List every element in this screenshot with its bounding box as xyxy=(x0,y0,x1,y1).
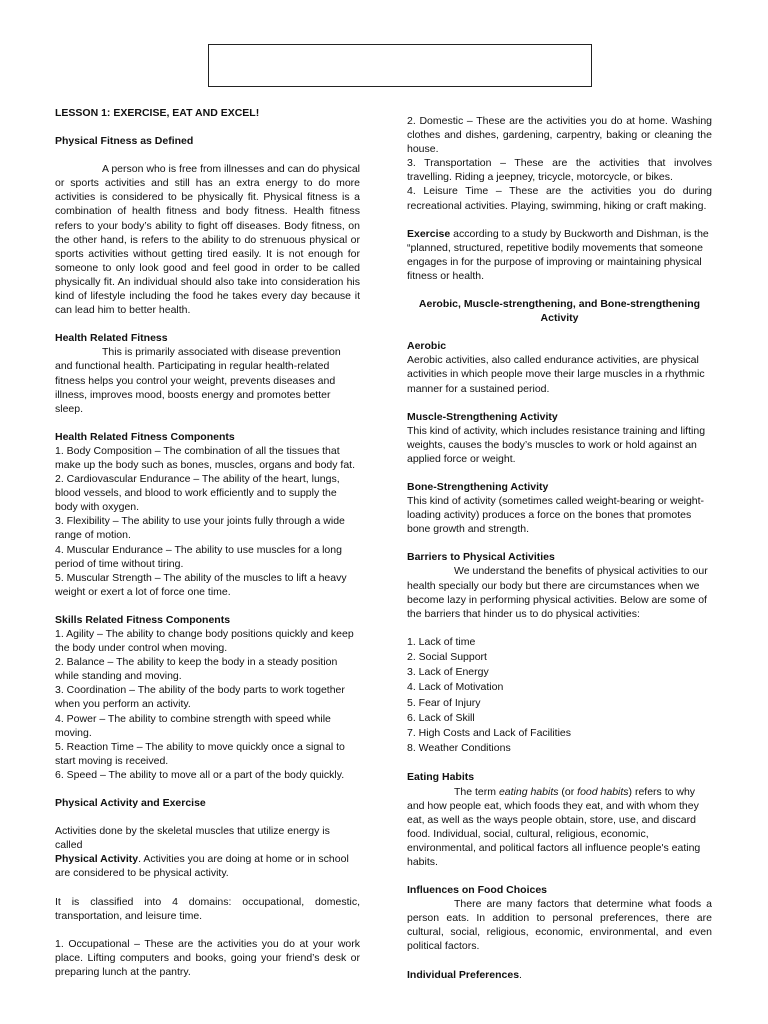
pae-line1: Activities done by the skeletal muscles that utilize energy is called xyxy=(55,825,330,852)
right-column xyxy=(407,114,712,982)
ambs-heading: Aerobic, Muscle-strengthening, and Bone-strengthening Activity xyxy=(418,298,701,325)
list-item: 1. Lack of time xyxy=(407,635,476,648)
list-item: 4. Lack of Motivation xyxy=(407,681,504,694)
list-item: 1. Body Composition – The combination of all the tissues that make up the body such as bones, muscles, organs and body fat. xyxy=(55,444,356,471)
bone-body: This kind of activity (sometimes called weight-bearing or weight-loading activity) produces a force on the bones that promotes bone growth and strength. xyxy=(407,495,705,536)
list-item: 3. Flexibility – The ability to use your joints fully through a wide range of motion. xyxy=(55,515,345,542)
list-item: 8. Weather Conditions xyxy=(407,742,511,755)
bone-heading: Bone-Strengthening Activity xyxy=(407,480,549,493)
individual-heading: Individual Preferences xyxy=(407,968,520,981)
hrf-heading: Health Related Fitness xyxy=(55,332,168,345)
list-item: 1. Agility – The ability to change body positions quickly and keep the body under control when moving. xyxy=(55,628,354,655)
list-item: 6. Speed – The ability to move all or a part of the body quickly. xyxy=(55,768,345,781)
list-item: 3. Transportation – These are the activities that involves travelling. Riding a jeepney, tricycle, motorcycle, or bikes. xyxy=(407,157,712,184)
list-item: 3. Lack of Energy xyxy=(407,666,489,679)
list-item: 2. Balance – The ability to keep the body in a steady position while standing and moving. xyxy=(55,656,338,683)
muscle-body: This kind of activity, which includes resistance training and lifting weights, causes the body’s muscles to work or hold against an applied force or weight. xyxy=(407,424,706,465)
pae-definition xyxy=(55,852,360,880)
aerobic-body: Aerobic activities, also called endurance activities, are physical activities in which people move their large muscles in a rhythmic manner for a sustained period. xyxy=(407,354,705,395)
lesson-title: LESSON 1: EXERCISE, EAT AND EXCEL! xyxy=(55,107,260,119)
occupational-item: 1. Occupational – These are the activities you do at your work place. Lifting computers and books, going your friend’s desk or preparing lunch at the pantry. xyxy=(55,937,360,978)
hrfc-heading: Health Related Fitness Components xyxy=(55,430,235,443)
eating-post: ) refers to why and how people eat, which foods they eat, and with whom they eat, as well as the ways people obtain, store, use, and discard food. Individual, social, cultural, religious, economic, environmental, and political factors all influence people's eating habits. xyxy=(407,785,701,868)
influences-body: There are many factors that determine what foods a person eats. In addition to personal preferences, there are cultural, social, religious, economic, environmental, and even political factors. xyxy=(407,898,712,953)
hrfc-list xyxy=(55,444,360,599)
title-box xyxy=(208,44,592,87)
barrier-list xyxy=(407,635,712,757)
list-item: 5. Reaction Time – The ability to move quickly once a signal to start moving is received. xyxy=(55,740,345,767)
exercise-body: according to a study by Buckworth and Dishman, is the “planned, structured, repetitive bodily movements that someone engages in for the purpose of improving or maintaining physical fitness or health. xyxy=(407,227,709,282)
pf-heading: Physical Fitness as Defined xyxy=(55,135,194,148)
eating-em2: food habits xyxy=(577,785,629,798)
eating-pre: The term xyxy=(454,785,499,798)
list-item: 7. High Costs and Lack of Facilities xyxy=(407,727,571,740)
individual-period: . xyxy=(519,968,522,981)
eating-mid: (or xyxy=(558,785,578,798)
srfc-heading: Skills Related Fitness Components xyxy=(55,613,231,626)
srfc-list xyxy=(55,627,360,782)
list-item: 5. Muscular Strength – The ability of the muscles to lift a heavy weight or exert a lot of force one time. xyxy=(55,571,347,598)
pf-body: A person who is free from illnesses and can do physical or sports activities and still has an extra energy to do more activities is considered to be physically fit. Physical fitness is a combination of health fitness and body fitness. Health fitness refers to your body’s ability to fight off diseases. Body fitness, on the other hand, is refers to the ability to do strenuous physical or sports activities without getting tired easily. It is not enough for someone to only look good and feel good in order to be called physically fit. An individual should also take into consideration his kind of lifestyle including the food he takes every day because it can lead him to better health. xyxy=(55,163,360,317)
pae-term: Physical Activity xyxy=(55,853,139,866)
left-column xyxy=(55,106,360,979)
pae-line2: . Activities you are doing at home or in school are considered to be physical activity. xyxy=(55,853,349,880)
barriers-heading: Barriers to Physical Activities xyxy=(407,551,555,564)
list-item: 4. Muscular Endurance – The ability to use muscles for a long period of time without tiring. xyxy=(55,543,342,570)
list-item: 3. Coordination – The ability of the body parts to work together when you perform an activity. xyxy=(55,684,345,711)
muscle-heading: Muscle-Strengthening Activity xyxy=(407,410,558,423)
eating-heading: Eating Habits xyxy=(407,771,475,784)
pae-heading: Physical Activity and Exercise xyxy=(55,797,206,810)
barriers-body: We understand the benefits of physical activities to our health specially our body but there are circumstances when we become lazy in performing physical activities. Below are some of the barriers that hinder us to do physical activities: xyxy=(407,565,708,620)
list-item: 4. Power – The ability to combine strength with speed while moving. xyxy=(55,712,331,739)
list-item: 6. Lack of Skill xyxy=(407,711,475,724)
influences-heading: Influences on Food Choices xyxy=(407,884,548,897)
domains-text: It is classified into 4 domains: occupational, domestic, transportation, and leisure time. xyxy=(55,895,360,922)
hrf-body: This is primarily associated with disease prevention and functional health. Participating in regular health-related fitness helps you control your weight, prevents diseases and illness, improves mood, boosts energy and promotes better sleep. xyxy=(55,346,341,415)
list-item: 2. Cardiovascular Endurance – The ability of the heart, lungs, blood vessels, and blood to work efficiently and to supply the body with oxygen. xyxy=(55,473,340,514)
aerobic-heading: Aerobic xyxy=(407,340,447,353)
exercise-term: Exercise xyxy=(407,227,451,240)
eating-em1: eating habits xyxy=(498,785,559,798)
eating-body xyxy=(407,785,712,870)
list-item: 4. Leisure Time – These are the activities you do during recreational activities. Playing, swimming, hiking or craft making. xyxy=(407,185,712,212)
individual-line xyxy=(407,968,712,982)
list-item: 5. Fear of Injury xyxy=(407,696,481,709)
exercise-definition xyxy=(407,227,712,283)
list-item: 2. Social Support xyxy=(407,651,487,664)
domain-list xyxy=(407,114,712,213)
list-item: 2. Domestic – These are the activities you do at home. Washing clothes and dishes, gardening, carpentry, baking or cleaning the house. xyxy=(407,115,712,156)
